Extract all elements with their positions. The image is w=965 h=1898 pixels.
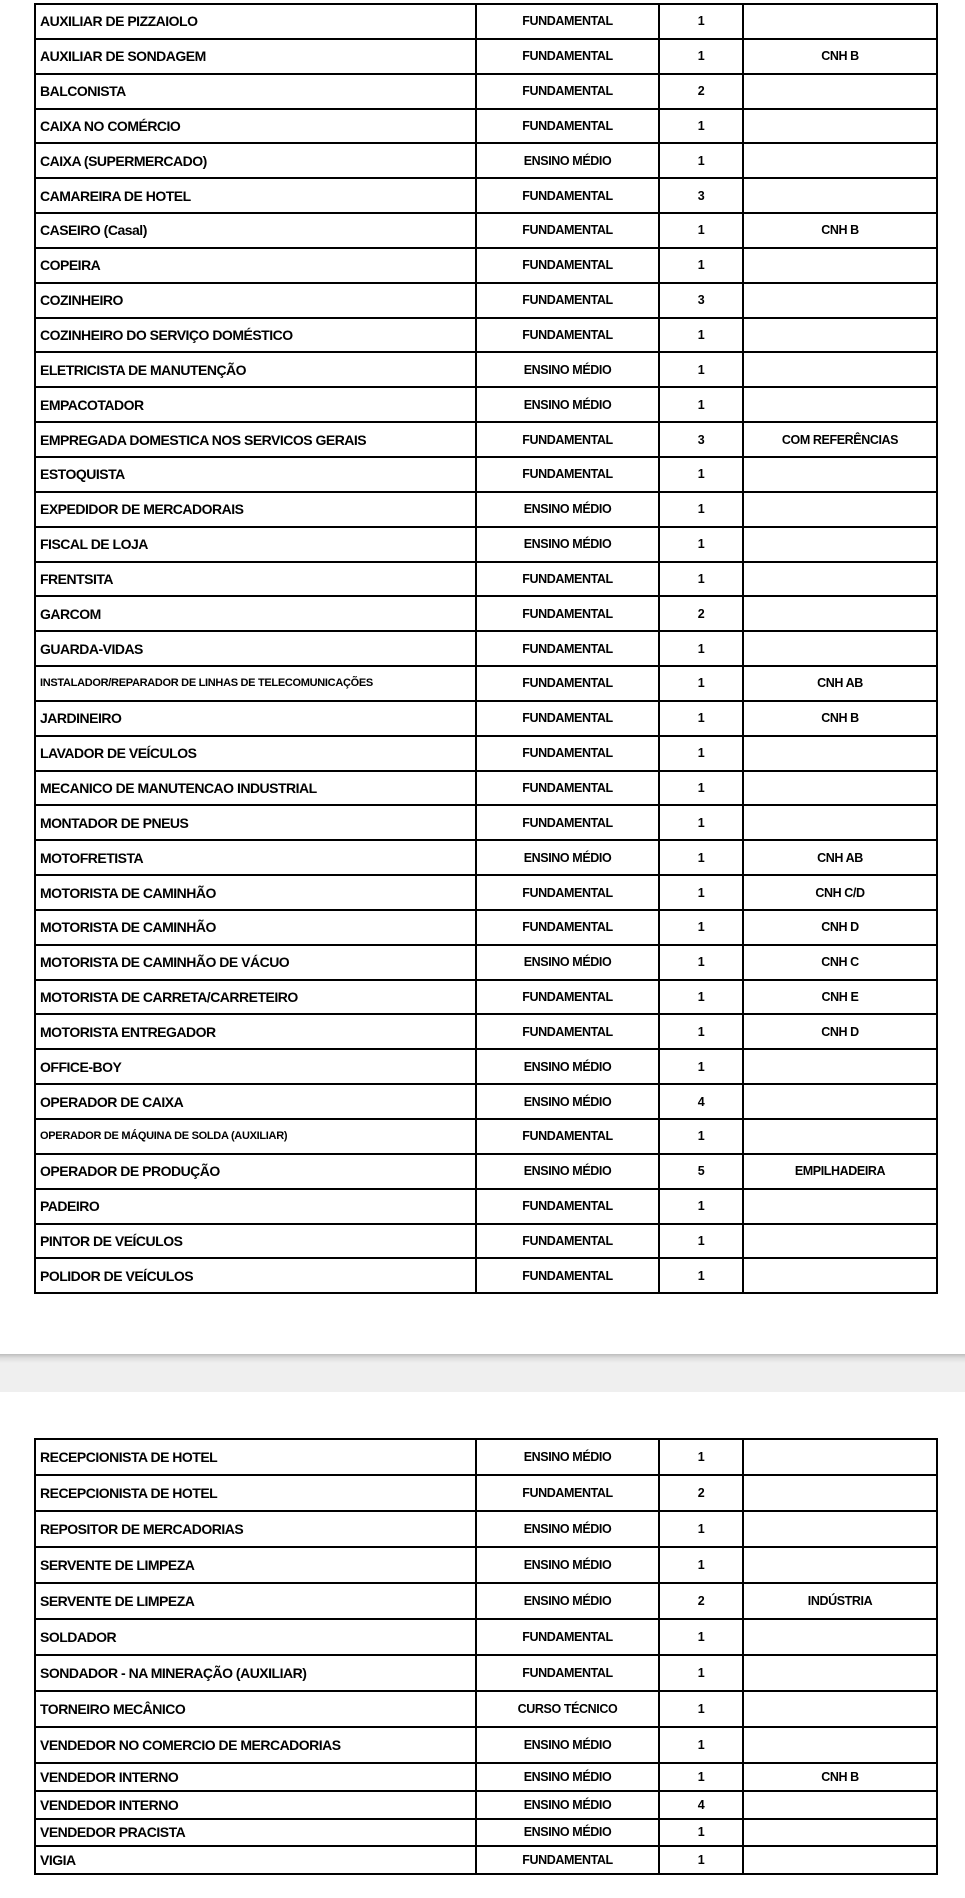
table-row <box>35 1547 937 1583</box>
table-row <box>35 736 937 771</box>
job-title-cell: VENDEDOR NO COMERCIO DE MERCADORIAS <box>35 1727 476 1763</box>
requirement-cell <box>743 596 937 631</box>
table-row <box>35 527 937 562</box>
quantity-cell: 1 <box>659 631 743 666</box>
requirement-cell <box>743 527 937 562</box>
job-title-cell: SERVENTE DE LIMPEZA <box>35 1547 476 1583</box>
job-title-cell: GARCOM <box>35 596 476 631</box>
education-cell: ENSINO MÉDIO <box>476 840 659 875</box>
quantity-cell: 1 <box>659 736 743 771</box>
job-title-cell: OPERADOR DE PRODUÇÃO <box>35 1154 476 1189</box>
quantity-cell: 1 <box>659 1547 743 1583</box>
education-cell: FUNDAMENTAL <box>476 178 659 213</box>
requirement-cell <box>743 1049 937 1084</box>
education-cell: FUNDAMENTAL <box>476 74 659 109</box>
education-cell: FUNDAMENTAL <box>476 771 659 806</box>
table-row <box>35 213 937 248</box>
education-cell: FUNDAMENTAL <box>476 213 659 248</box>
job-title-cell: SOLDADOR <box>35 1619 476 1655</box>
table-row <box>35 74 937 109</box>
quantity-cell: 4 <box>659 1791 743 1819</box>
quantity-cell: 1 <box>659 248 743 283</box>
job-title-cell: COPEIRA <box>35 248 476 283</box>
job-title-cell: MOTORISTA DE CAMINHÃO DE VÁCUO <box>35 945 476 980</box>
table-row <box>35 1655 937 1691</box>
job-title-cell: RECEPCIONISTA DE HOTEL <box>35 1439 476 1475</box>
requirement-cell <box>743 1258 937 1293</box>
table-row <box>35 631 937 666</box>
education-cell: FUNDAMENTAL <box>476 1258 659 1293</box>
quantity-cell: 1 <box>659 771 743 806</box>
quantity-cell: 1 <box>659 980 743 1015</box>
quantity-cell: 1 <box>659 457 743 492</box>
quantity-cell: 1 <box>659 562 743 597</box>
education-cell: ENSINO MÉDIO <box>476 352 659 387</box>
table-row <box>35 805 937 840</box>
table-row <box>35 771 937 806</box>
quantity-cell: 1 <box>659 4 743 39</box>
requirement-cell <box>743 1084 937 1119</box>
requirement-cell: CNH AB <box>743 666 937 701</box>
job-title-cell: OPERADOR DE CAIXA <box>35 1084 476 1119</box>
quantity-cell: 1 <box>659 1691 743 1727</box>
table-row <box>35 1791 937 1819</box>
table-row <box>35 4 937 39</box>
requirement-cell: CNH B <box>743 39 937 74</box>
table-row <box>35 980 937 1015</box>
quantity-cell: 1 <box>659 143 743 178</box>
table-row <box>35 1819 937 1847</box>
education-cell: FUNDAMENTAL <box>476 1655 659 1691</box>
vacancies-table-page-2 <box>34 1438 938 1875</box>
requirement-cell: EMPILHADEIRA <box>743 1154 937 1189</box>
table-row <box>35 701 937 736</box>
education-cell: FUNDAMENTAL <box>476 1475 659 1511</box>
job-title-cell: AUXILIAR DE SONDAGEM <box>35 39 476 74</box>
education-cell: FUNDAMENTAL <box>476 1189 659 1224</box>
job-title-cell: CAMAREIRA DE HOTEL <box>35 178 476 213</box>
table-row <box>35 945 937 980</box>
job-title-cell: MOTOFRETISTA <box>35 840 476 875</box>
requirement-cell: CNH B <box>743 1763 937 1791</box>
education-cell: FUNDAMENTAL <box>476 805 659 840</box>
table-row <box>35 666 937 701</box>
education-cell: FUNDAMENTAL <box>476 596 659 631</box>
job-title-cell: INSTALADOR/REPARADOR DE LINHAS DE TELECOMUNICAÇÕES <box>35 666 476 701</box>
job-title-cell: EMPACOTADOR <box>35 387 476 422</box>
quantity-cell: 1 <box>659 387 743 422</box>
job-title-cell: EXPEDIDOR DE MERCADORAIS <box>35 492 476 527</box>
quantity-cell: 1 <box>659 1014 743 1049</box>
quantity-cell: 1 <box>659 1189 743 1224</box>
job-title-cell: LAVADOR DE VEÍCULOS <box>35 736 476 771</box>
quantity-cell: 5 <box>659 1154 743 1189</box>
job-title-cell: RECEPCIONISTA DE HOTEL <box>35 1475 476 1511</box>
requirement-cell <box>743 562 937 597</box>
requirement-cell <box>743 248 937 283</box>
quantity-cell: 1 <box>659 39 743 74</box>
education-cell: FUNDAMENTAL <box>476 39 659 74</box>
quantity-cell: 1 <box>659 109 743 144</box>
requirement-cell <box>743 1819 937 1847</box>
quantity-cell: 1 <box>659 213 743 248</box>
table-row <box>35 492 937 527</box>
table-row <box>35 143 937 178</box>
job-title-cell: FISCAL DE LOJA <box>35 527 476 562</box>
table-row <box>35 1224 937 1259</box>
quantity-cell: 1 <box>659 1619 743 1655</box>
table-row <box>35 422 937 457</box>
quantity-cell: 2 <box>659 1475 743 1511</box>
quantity-cell: 1 <box>659 1224 743 1259</box>
quantity-cell: 1 <box>659 1258 743 1293</box>
job-title-cell: EMPREGADA DOMESTICA NOS SERVICOS GERAIS <box>35 422 476 457</box>
requirement-cell: CNH D <box>743 910 937 945</box>
quantity-cell: 1 <box>659 1049 743 1084</box>
job-title-cell: COZINHEIRO <box>35 283 476 318</box>
quantity-cell: 1 <box>659 666 743 701</box>
requirement-cell <box>743 74 937 109</box>
quantity-cell: 1 <box>659 840 743 875</box>
education-cell: ENSINO MÉDIO <box>476 1791 659 1819</box>
job-title-cell: MOTORISTA DE CAMINHÃO <box>35 910 476 945</box>
table-row <box>35 1154 937 1189</box>
requirement-cell <box>743 1691 937 1727</box>
quantity-cell: 3 <box>659 283 743 318</box>
education-cell: FUNDAMENTAL <box>476 1014 659 1049</box>
table-row <box>35 1119 937 1154</box>
quantity-cell: 3 <box>659 178 743 213</box>
education-cell: FUNDAMENTAL <box>476 457 659 492</box>
quantity-cell: 1 <box>659 1119 743 1154</box>
requirement-cell: INDÚSTRIA <box>743 1583 937 1619</box>
education-cell: FUNDAMENTAL <box>476 248 659 283</box>
education-cell: ENSINO MÉDIO <box>476 1049 659 1084</box>
education-cell: FUNDAMENTAL <box>476 736 659 771</box>
requirement-cell <box>743 1119 937 1154</box>
requirement-cell <box>743 1727 937 1763</box>
quantity-cell: 1 <box>659 1727 743 1763</box>
table-row <box>35 1439 937 1475</box>
job-title-cell: SONDADOR - NA MINERAÇÃO (AUXILIAR) <box>35 1655 476 1691</box>
requirement-cell: CNH D <box>743 1014 937 1049</box>
job-title-cell: CAIXA (SUPERMERCADO) <box>35 143 476 178</box>
quantity-cell: 1 <box>659 492 743 527</box>
table-row <box>35 318 937 353</box>
job-title-cell: SERVENTE DE LIMPEZA <box>35 1583 476 1619</box>
quantity-cell: 3 <box>659 422 743 457</box>
job-title-cell: VENDEDOR INTERNO <box>35 1763 476 1791</box>
quantity-cell: 1 <box>659 318 743 353</box>
table-row <box>35 1189 937 1224</box>
quantity-cell: 1 <box>659 701 743 736</box>
requirement-cell: CNH B <box>743 213 937 248</box>
requirement-cell <box>743 1655 937 1691</box>
table-row <box>35 1727 937 1763</box>
table-row <box>35 1014 937 1049</box>
education-cell: ENSINO MÉDIO <box>476 1154 659 1189</box>
education-cell: ENSINO MÉDIO <box>476 1084 659 1119</box>
requirement-cell <box>743 1619 937 1655</box>
quantity-cell: 1 <box>659 1819 743 1847</box>
quantity-cell: 1 <box>659 910 743 945</box>
table-row <box>35 875 937 910</box>
quantity-cell: 1 <box>659 527 743 562</box>
job-title-cell: PINTOR DE VEÍCULOS <box>35 1224 476 1259</box>
education-cell: ENSINO MÉDIO <box>476 492 659 527</box>
education-cell: ENSINO MÉDIO <box>476 1583 659 1619</box>
quantity-cell: 1 <box>659 805 743 840</box>
job-title-cell: PADEIRO <box>35 1189 476 1224</box>
education-cell: FUNDAMENTAL <box>476 318 659 353</box>
education-cell: ENSINO MÉDIO <box>476 1763 659 1791</box>
education-cell: FUNDAMENTAL <box>476 283 659 318</box>
job-title-cell: MOTORISTA ENTREGADOR <box>35 1014 476 1049</box>
quantity-cell: 1 <box>659 1846 743 1874</box>
quantity-cell: 2 <box>659 74 743 109</box>
job-title-cell: VENDEDOR PRACISTA <box>35 1819 476 1847</box>
table-row <box>35 1475 937 1511</box>
requirement-cell: CNH AB <box>743 840 937 875</box>
requirement-cell <box>743 771 937 806</box>
job-title-cell: CASEIRO (Casal) <box>35 213 476 248</box>
education-cell: FUNDAMENTAL <box>476 910 659 945</box>
education-cell: ENSINO MÉDIO <box>476 387 659 422</box>
education-cell: FUNDAMENTAL <box>476 109 659 144</box>
requirement-cell <box>743 1511 937 1547</box>
requirement-cell <box>743 736 937 771</box>
job-title-cell: MONTADOR DE PNEUS <box>35 805 476 840</box>
requirement-cell <box>743 283 937 318</box>
table-row <box>35 1846 937 1874</box>
requirement-cell <box>743 387 937 422</box>
page-separator-band <box>0 1354 965 1392</box>
job-title-cell: JARDINEIRO <box>35 701 476 736</box>
education-cell: FUNDAMENTAL <box>476 1846 659 1874</box>
job-title-cell: VIGIA <box>35 1846 476 1874</box>
table-row <box>35 1691 937 1727</box>
job-title-cell: FRENTSITA <box>35 562 476 597</box>
table-row <box>35 910 937 945</box>
job-title-cell: POLIDOR DE VEÍCULOS <box>35 1258 476 1293</box>
table-row <box>35 248 937 283</box>
job-title-cell: CAIXA NO COMÉRCIO <box>35 109 476 144</box>
education-cell: ENSINO MÉDIO <box>476 1511 659 1547</box>
requirement-cell <box>743 1547 937 1583</box>
requirement-cell <box>743 178 937 213</box>
requirement-cell <box>743 1475 937 1511</box>
job-title-cell: ESTOQUISTA <box>35 457 476 492</box>
table-row <box>35 387 937 422</box>
job-title-cell: COZINHEIRO DO SERVIÇO DOMÉSTICO <box>35 318 476 353</box>
table-row <box>35 178 937 213</box>
job-title-cell: AUXILIAR DE PIZZAIOLO <box>35 4 476 39</box>
requirement-cell <box>743 457 937 492</box>
education-cell: ENSINO MÉDIO <box>476 945 659 980</box>
requirement-cell: COM REFERÊNCIAS <box>743 422 937 457</box>
job-title-cell: ELETRICISTA DE MANUTENÇÃO <box>35 352 476 387</box>
quantity-cell: 1 <box>659 1763 743 1791</box>
requirement-cell <box>743 352 937 387</box>
table-row <box>35 1084 937 1119</box>
job-title-cell: GUARDA-VIDAS <box>35 631 476 666</box>
requirement-cell: CNH C/D <box>743 875 937 910</box>
table-row <box>35 1763 937 1791</box>
job-title-cell: BALCONISTA <box>35 74 476 109</box>
requirement-cell: CNH E <box>743 980 937 1015</box>
education-cell: FUNDAMENTAL <box>476 562 659 597</box>
requirement-cell <box>743 1439 937 1475</box>
requirement-cell <box>743 1224 937 1259</box>
requirement-cell <box>743 492 937 527</box>
education-cell: FUNDAMENTAL <box>476 875 659 910</box>
requirement-cell <box>743 143 937 178</box>
vacancies-table-page-1 <box>34 3 938 1294</box>
job-title-cell: MOTORISTA DE CARRETA/CARRETEIRO <box>35 980 476 1015</box>
education-cell: ENSINO MÉDIO <box>476 1439 659 1475</box>
education-cell: ENSINO MÉDIO <box>476 1727 659 1763</box>
requirement-cell <box>743 805 937 840</box>
quantity-cell: 2 <box>659 596 743 631</box>
education-cell: ENSINO MÉDIO <box>476 1547 659 1583</box>
requirement-cell <box>743 1791 937 1819</box>
education-cell: ENSINO MÉDIO <box>476 527 659 562</box>
quantity-cell: 1 <box>659 352 743 387</box>
quantity-cell: 1 <box>659 945 743 980</box>
quantity-cell: 2 <box>659 1583 743 1619</box>
table-row <box>35 596 937 631</box>
education-cell: FUNDAMENTAL <box>476 1619 659 1655</box>
job-title-cell: REPOSITOR DE MERCADORIAS <box>35 1511 476 1547</box>
requirement-cell <box>743 318 937 353</box>
table-row <box>35 352 937 387</box>
requirement-cell <box>743 1189 937 1224</box>
job-title-cell: OPERADOR DE MÁQUINA DE SOLDA (AUXILIAR) <box>35 1119 476 1154</box>
table-row <box>35 1258 937 1293</box>
table-row <box>35 39 937 74</box>
education-cell: ENSINO MÉDIO <box>476 143 659 178</box>
education-cell: FUNDAMENTAL <box>476 1119 659 1154</box>
education-cell: FUNDAMENTAL <box>476 422 659 457</box>
job-title-cell: MOTORISTA DE CAMINHÃO <box>35 875 476 910</box>
requirement-cell <box>743 109 937 144</box>
table-row <box>35 1511 937 1547</box>
quantity-cell: 1 <box>659 1655 743 1691</box>
requirement-cell: CNH B <box>743 701 937 736</box>
requirement-cell <box>743 4 937 39</box>
table-row <box>35 1583 937 1619</box>
education-cell: ENSINO MÉDIO <box>476 1819 659 1847</box>
education-cell: FUNDAMENTAL <box>476 980 659 1015</box>
table-row <box>35 562 937 597</box>
job-title-cell: VENDEDOR INTERNO <box>35 1791 476 1819</box>
requirement-cell: CNH C <box>743 945 937 980</box>
requirement-cell <box>743 1846 937 1874</box>
table-row <box>35 1619 937 1655</box>
quantity-cell: 1 <box>659 875 743 910</box>
quantity-cell: 4 <box>659 1084 743 1119</box>
table-row <box>35 1049 937 1084</box>
quantity-cell: 1 <box>659 1511 743 1547</box>
education-cell: FUNDAMENTAL <box>476 701 659 736</box>
requirement-cell <box>743 631 937 666</box>
table-row <box>35 109 937 144</box>
quantity-cell: 1 <box>659 1439 743 1475</box>
job-title-cell: OFFICE-BOY <box>35 1049 476 1084</box>
education-cell: FUNDAMENTAL <box>476 666 659 701</box>
job-title-cell: TORNEIRO MECÂNICO <box>35 1691 476 1727</box>
job-title-cell: MECANICO DE MANUTENCAO INDUSTRIAL <box>35 771 476 806</box>
education-cell: FUNDAMENTAL <box>476 1224 659 1259</box>
education-cell: FUNDAMENTAL <box>476 4 659 39</box>
table-row <box>35 283 937 318</box>
table-row <box>35 457 937 492</box>
education-cell: CURSO TÉCNICO <box>476 1691 659 1727</box>
table-row <box>35 840 937 875</box>
education-cell: FUNDAMENTAL <box>476 631 659 666</box>
